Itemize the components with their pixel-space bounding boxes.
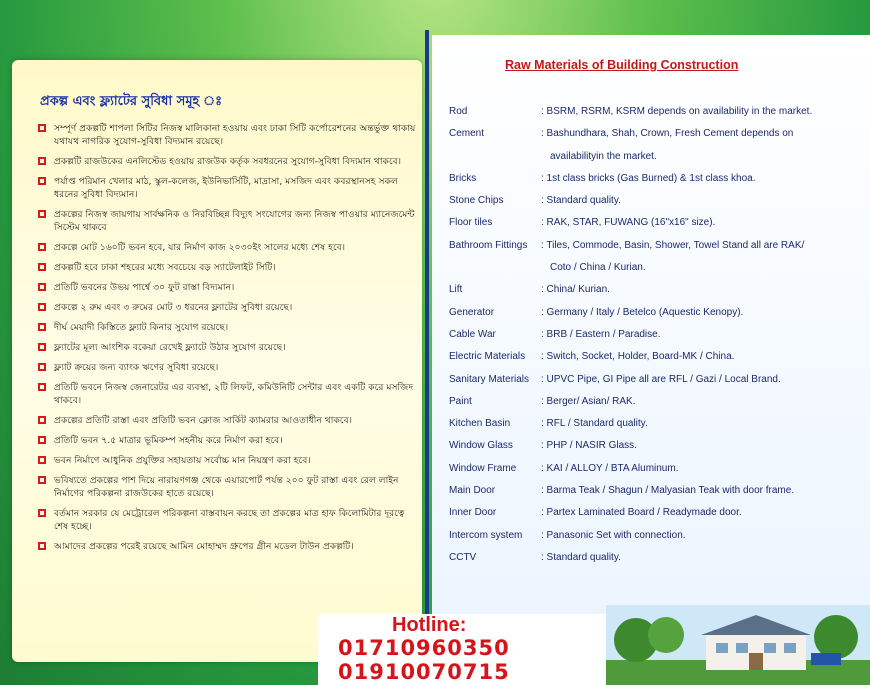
material-brands: : Barma Teak / Shagun / Malyasian Teak with door frame. [541, 485, 795, 497]
material-row [449, 502, 859, 524]
facility-text: ফ্ল্যাটের মূল্য আংশিক বকেয়া রেখেই ফ্ল্যাটে উঠার সুযোগ রয়েছে। [54, 342, 286, 353]
material-row [449, 190, 859, 212]
facility-item [36, 281, 416, 294]
facility-text: পর্যাপ্ত পরিমান খেলার মাঠ, স্কুল-কলেজ, ইউনিভার্সিটি, মাদ্রাসা, মসজিদ এবং কবরস্থানসহ সকল ধরনের সুবিধা বিদ্যমান। [54, 176, 398, 200]
facility-text: প্রকল্পে মোট ১৬০টি ভবন হবে, যার নির্মাণ কাজ ২০৩০ইং সালের মধ্যে শেষ হবে। [54, 242, 346, 253]
material-name: Floor tiles [449, 217, 493, 229]
material-row [449, 168, 859, 190]
bullet-icon [38, 283, 46, 291]
bullet-icon [38, 303, 46, 311]
material-name: Rod [449, 106, 468, 117]
material-name: Kitchen Basin [449, 418, 511, 430]
facility-text: ভবন নির্মাণে আধুনিক প্রযুক্তির সহায়তায় সর্বোচ্চ মান নিয়ন্ত্রণ করা হবে। [54, 455, 311, 466]
material-brands: : BSRM, RSRM, KSRM depends on availability in the market. [541, 106, 813, 117]
facility-item [36, 341, 416, 354]
materials-title: Raw Materials of Building Construction [505, 58, 739, 72]
material-name: Stone Chips [449, 195, 504, 207]
material-row [449, 547, 859, 569]
material-row [449, 391, 859, 413]
material-row [449, 458, 859, 480]
material-name: Cement [449, 128, 485, 140]
facility-text: ভবিষ্যতে প্রকল্পের পাশ দিয়ে নারায়ণগঞ্জ থেকে এয়ারপোর্ট পর্যন্ত ২০০ ফুট রাস্তা এবং রেল লাইন নির্মাণের পরিকল্পনা রাজউকের হাতে রয়েছে। [54, 475, 399, 499]
material-brands: : Panasonic Set with connection. [541, 529, 686, 541]
bullet-icon [38, 363, 46, 371]
material-brands: : Germany / Italy / Betelco (Aquestic Kenopy). [541, 306, 744, 318]
material-brands: : BRB / Eastern / Paradise. [541, 328, 661, 340]
bullet-icon [38, 456, 46, 464]
bullet-icon [38, 124, 46, 132]
facility-item [36, 208, 416, 234]
material-name: Cable War [449, 328, 496, 340]
material-row [449, 257, 859, 279]
building-photo [606, 605, 870, 685]
material-name: Inner Door [449, 507, 497, 519]
material-name: Bathroom Fittings [449, 239, 528, 251]
bullet-icon [38, 177, 46, 185]
material-row [449, 435, 859, 457]
material-row [449, 480, 859, 502]
facility-text: প্রতিটি ভবনে নিজস্ব জেনারেটর এর ব্যবস্থা, ২টি লিফট, কমিউনিটি সেন্টার এবং একটি করে মসজিদ থাকবে। [54, 382, 414, 406]
facilities-list [36, 122, 416, 560]
bullet-icon [38, 157, 46, 165]
material-brands: : RAK, STAR, FUWANG (16"x16" size). [541, 217, 716, 229]
facility-item [36, 474, 416, 500]
material-row [449, 279, 859, 301]
material-brands: : Standard quality. [541, 551, 621, 563]
bullet-icon [38, 263, 46, 271]
bullet-icon [38, 436, 46, 444]
material-brands: : Standard quality. [541, 195, 621, 207]
facility-text: প্রকল্পের নিজস্ব জায়গায় সার্বক্ষনিক ও নিরবিচ্ছিন্ন বিদ্যুৎ সংযোগের জন্য নিজস্ব পাওয়ার ম্যানেজমেন্ট সিস্টেম থাকবে [54, 209, 415, 233]
material-row [449, 346, 859, 368]
material-row [449, 324, 859, 346]
bullet-icon [38, 383, 46, 391]
facility-item [36, 321, 416, 334]
material-brands: : China/ Kurian. [541, 284, 610, 296]
facility-item [36, 414, 416, 427]
bullet-icon [38, 416, 46, 424]
facility-text: প্রকল্পটি হবে ঢাকা শহরের মধ্যে সবচেয়ে বড় স্যাটেলাইট সিটি। [54, 262, 276, 273]
facilities-title: প্রকল্প এবং ফ্ল্যাটের সুবিধা সমূহ ঃ [40, 94, 223, 109]
material-brands: : 1st class bricks (Gas Burned) & 1st class khoa. [541, 172, 756, 184]
material-row [449, 413, 859, 435]
hotline-label: Hotline: [392, 614, 467, 636]
facility-text: ফ্ল্যাট ক্রয়ের জন্য ব্যাংক ঋণের সুবিধা রয়েছে। [54, 362, 219, 373]
facility-text: দীর্ঘ মেয়াদী কিস্তিতে ফ্ল্যাট কিনার সুযোগ রয়েছে। [54, 322, 229, 333]
material-name: Sanitary Materials [449, 373, 530, 385]
material-row [449, 302, 859, 324]
material-brands: : PHP / NASIR Glass. [541, 440, 637, 452]
panel-divider [425, 30, 429, 630]
facility-text: প্রকল্পের প্রতিটি রাস্তা এবং প্রতিটি ভবন ক্লোজ সার্কিট ক্যামরার আওতাধীন থাকবে। [54, 415, 352, 426]
material-name: Lift [449, 284, 463, 296]
material-brands: : KAI / ALLOY / BTA Aluminum. [541, 462, 679, 474]
material-name: Main Door [449, 485, 496, 497]
material-name: Bricks [449, 172, 477, 184]
material-name: Paint [449, 395, 472, 407]
material-name: CCTV [449, 551, 477, 563]
bullet-icon [38, 542, 46, 550]
facility-item [36, 301, 416, 314]
facility-item [36, 261, 416, 274]
bullet-icon [38, 509, 46, 517]
material-name: Electric Materials [449, 351, 526, 363]
facility-item [36, 241, 416, 254]
material-brands: Coto / China / Kurian. [550, 262, 646, 274]
facility-text: প্রতিটি ভবনের উভয় পার্শ্বে ৩০ ফুট রাস্তা বিদ্যমান। [54, 282, 235, 293]
bullet-icon [38, 323, 46, 331]
material-row [449, 146, 859, 168]
material-row [449, 525, 859, 547]
facility-text: আমাদের প্রকল্পের পরেই রয়েছে আমিন মোহাম্মদ গ্রুপের গ্রীন মডেল টাউন প্রকল্পটি। [54, 541, 354, 552]
material-row [449, 123, 859, 145]
material-brands: availabilityin the market. [550, 150, 657, 162]
facility-item [36, 381, 416, 407]
materials-table [449, 101, 859, 569]
facility-text: প্রতিটি ভবন ৭.৫ মাত্রার ভূমিকম্প সহনীয় করে নির্মাণ করা হবে। [54, 435, 283, 446]
hotline-number-1[interactable]: 01710960350 [338, 636, 510, 660]
facility-item [36, 434, 416, 447]
material-brands: : Switch, Socket, Holder, Board-MK / China. [541, 351, 735, 363]
material-row [449, 235, 859, 257]
material-row [449, 212, 859, 234]
facility-item [36, 454, 416, 467]
facility-item [36, 507, 416, 533]
material-brands: : RFL / Standard quality. [541, 418, 648, 430]
bullet-icon [38, 343, 46, 351]
facility-text: প্রকল্পটি রাজউকের এনলিস্টেড হওয়ায় রাজউক কর্তৃক সবধরনের সুযোগ-সুবিধা বিদ্যমান থাকবে। [54, 156, 402, 167]
facility-text: বর্তমান সরকার যে মেট্রোরেল পরিকল্পনা বাস্তবায়ন করছে তা প্রকল্পের মাত্র হাফ কিলোমিটার দূরত্বে শেষ হচ্ছে। [54, 508, 405, 532]
hotline-number-2[interactable]: 01910070715 [338, 660, 510, 684]
material-row [449, 101, 859, 123]
material-name: Generator [449, 306, 495, 318]
material-brands: : Berger/ Asian/ RAK. [541, 395, 636, 407]
material-row [449, 369, 859, 391]
facility-text: সম্পূর্ণ প্রকল্পটি শাপলা সিটির নিজস্ব মালিকানা হওয়ায় এবং ঢাকা সিটি কর্পোরেশনের অন্তর্ভুক্ত থাকায় যথাযথ নাগরিক সুযোগ-সুবিধা বিদ্যমান রয়েছে। [54, 123, 416, 147]
facility-item [36, 540, 416, 553]
bullet-icon [38, 476, 46, 484]
facility-item [36, 122, 416, 148]
material-brands: : Tiles, Commode, Basin, Shower, Towel Stand all are RAK/ [541, 239, 805, 251]
bullet-icon [38, 243, 46, 251]
material-brands: : Bashundhara, Shah, Crown, Fresh Cement depends on [541, 128, 794, 140]
material-brands: : UPVC Pipe, GI Pipe all are RFL / Gazi / Local Brand. [541, 373, 781, 385]
material-name: Intercom system [449, 529, 523, 541]
facility-text: প্রকল্পে ২ রুম এবং ৩ রুমের মোট ৩ ধরনের ফ্ল্যাটের সুবিধা রয়েছে। [54, 302, 293, 313]
facility-item [36, 175, 416, 201]
facility-item [36, 155, 416, 168]
material-name: Window Glass [449, 440, 513, 452]
material-name: Window Frame [449, 462, 517, 474]
facility-item [36, 361, 416, 374]
bullet-icon [38, 210, 46, 218]
material-brands: : Partex Laminated Board / Readymade door. [541, 507, 742, 519]
